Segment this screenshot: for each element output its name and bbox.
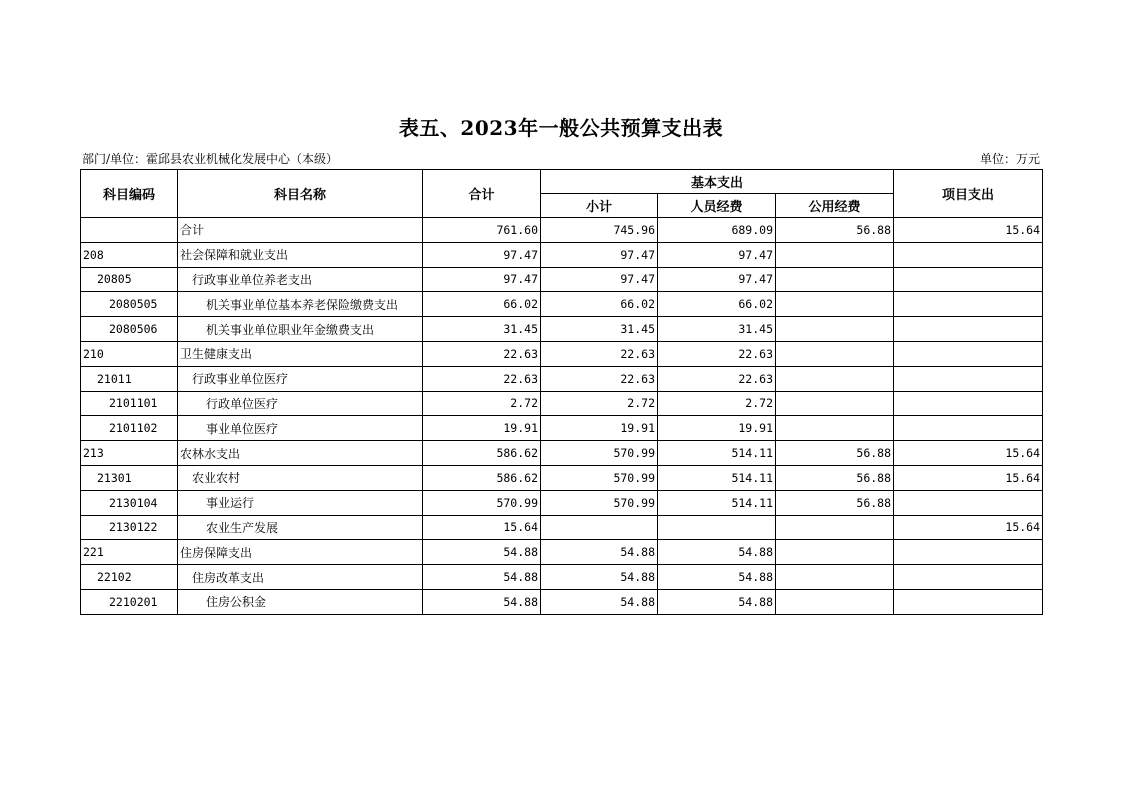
row-subtotal: 22.63 [541, 341, 658, 366]
row-total: 586.62 [423, 441, 541, 466]
unit-label: 单位：万元 [979, 152, 1040, 166]
row-total: 54.88 [423, 540, 541, 565]
row-total: 54.88 [423, 565, 541, 590]
row-name: 住房公积金 [178, 589, 423, 614]
row-project [894, 341, 1043, 366]
row-code: 21011 [81, 366, 178, 391]
row-subtotal: 745.96 [541, 218, 658, 243]
row-personnel: 31.45 [658, 317, 776, 342]
table-row [81, 515, 1043, 540]
header-subtotal: 小计 [541, 194, 658, 218]
table-row [81, 317, 1043, 342]
row-code: 208 [81, 242, 178, 267]
row-total: 15.64 [423, 515, 541, 540]
row-personnel: 22.63 [658, 366, 776, 391]
row-code: 2130122 [81, 515, 178, 540]
row-name: 行政事业单位养老支出 [178, 267, 423, 292]
row-project: 15.64 [894, 465, 1043, 490]
row-project: 15.64 [894, 218, 1043, 243]
row-public [776, 341, 894, 366]
row-subtotal [541, 515, 658, 540]
row-total: 2.72 [423, 391, 541, 416]
row-project [894, 366, 1043, 391]
row-name: 事业单位医疗 [178, 416, 423, 441]
row-subtotal: 19.91 [541, 416, 658, 441]
table-row [81, 341, 1043, 366]
row-personnel: 97.47 [658, 242, 776, 267]
row-code: 221 [81, 540, 178, 565]
row-personnel: 514.11 [658, 441, 776, 466]
row-name: 农林水支出 [178, 441, 423, 466]
row-project [894, 490, 1043, 515]
row-code: 213 [81, 441, 178, 466]
row-code: 20805 [81, 267, 178, 292]
row-public: 56.88 [776, 218, 894, 243]
row-public [776, 589, 894, 614]
table-row [81, 589, 1043, 614]
budget-table [80, 169, 1043, 615]
header-name: 科目名称 [178, 170, 423, 218]
row-name: 合计 [178, 218, 423, 243]
row-personnel: 54.88 [658, 540, 776, 565]
row-subtotal: 31.45 [541, 317, 658, 342]
header-project: 项目支出 [894, 170, 1043, 218]
row-public [776, 366, 894, 391]
row-name: 行政单位医疗 [178, 391, 423, 416]
row-subtotal: 570.99 [541, 490, 658, 515]
row-project [894, 292, 1043, 317]
row-code: 2101101 [81, 391, 178, 416]
row-code: 2130104 [81, 490, 178, 515]
row-project [894, 391, 1043, 416]
row-code: 21301 [81, 465, 178, 490]
row-name: 农业农村 [178, 465, 423, 490]
table-row [81, 490, 1043, 515]
row-code: 2080505 [81, 292, 178, 317]
row-personnel: 97.47 [658, 267, 776, 292]
table-row [81, 391, 1043, 416]
row-subtotal: 54.88 [541, 565, 658, 590]
row-name: 行政事业单位医疗 [178, 366, 423, 391]
row-project: 15.64 [894, 441, 1043, 466]
row-subtotal: 54.88 [541, 540, 658, 565]
page-title: 表五、2023年一般公共预算支出表 [398, 116, 724, 140]
row-subtotal: 22.63 [541, 366, 658, 391]
row-public: 56.88 [776, 490, 894, 515]
table-row [81, 416, 1043, 441]
table-row [81, 565, 1043, 590]
row-project [894, 317, 1043, 342]
department-label: 部门/单位：霍邱县农业机械化发展中心（本级） [82, 152, 339, 166]
row-subtotal: 570.99 [541, 465, 658, 490]
header-total: 合计 [423, 170, 541, 218]
row-personnel [658, 515, 776, 540]
table-row [81, 267, 1043, 292]
row-personnel: 54.88 [658, 565, 776, 590]
row-subtotal: 66.02 [541, 292, 658, 317]
row-personnel: 66.02 [658, 292, 776, 317]
row-code [81, 218, 178, 243]
row-project [894, 416, 1043, 441]
row-total: 19.91 [423, 416, 541, 441]
table-row [81, 218, 1043, 243]
row-name: 社会保障和就业支出 [178, 242, 423, 267]
row-project [894, 565, 1043, 590]
row-public: 56.88 [776, 465, 894, 490]
header-personnel: 人员经费 [658, 194, 776, 218]
table-row [81, 465, 1043, 490]
row-subtotal: 97.47 [541, 267, 658, 292]
row-project [894, 589, 1043, 614]
row-total: 97.47 [423, 242, 541, 267]
row-public [776, 416, 894, 441]
row-name: 住房保障支出 [178, 540, 423, 565]
row-total: 22.63 [423, 341, 541, 366]
row-total: 586.62 [423, 465, 541, 490]
row-name: 农业生产发展 [178, 515, 423, 540]
row-project [894, 540, 1043, 565]
table-body [81, 218, 1043, 615]
row-public [776, 292, 894, 317]
row-project [894, 267, 1043, 292]
header-public: 公用经费 [776, 194, 894, 218]
row-subtotal: 54.88 [541, 589, 658, 614]
row-subtotal: 570.99 [541, 441, 658, 466]
row-public [776, 242, 894, 267]
row-public [776, 267, 894, 292]
header-basic: 基本支出 [541, 170, 894, 194]
row-subtotal: 97.47 [541, 242, 658, 267]
row-public [776, 391, 894, 416]
row-name: 机关事业单位基本养老保险缴费支出 [178, 292, 423, 317]
row-personnel: 2.72 [658, 391, 776, 416]
row-name: 住房改革支出 [178, 565, 423, 590]
row-total: 761.60 [423, 218, 541, 243]
table-row [81, 292, 1043, 317]
row-personnel: 19.91 [658, 416, 776, 441]
row-total: 570.99 [423, 490, 541, 515]
row-code: 2080506 [81, 317, 178, 342]
row-project [894, 242, 1043, 267]
row-total: 97.47 [423, 267, 541, 292]
row-name: 机关事业单位职业年金缴费支出 [178, 317, 423, 342]
row-personnel: 514.11 [658, 465, 776, 490]
row-public [776, 540, 894, 565]
row-total: 66.02 [423, 292, 541, 317]
row-personnel: 514.11 [658, 490, 776, 515]
row-subtotal: 2.72 [541, 391, 658, 416]
row-total: 31.45 [423, 317, 541, 342]
row-code: 2101102 [81, 416, 178, 441]
row-public [776, 565, 894, 590]
row-code: 210 [81, 341, 178, 366]
table-header [81, 170, 1043, 218]
table-row [81, 366, 1043, 391]
row-code: 22102 [81, 565, 178, 590]
table-row [81, 441, 1043, 466]
row-public [776, 515, 894, 540]
row-total: 22.63 [423, 366, 541, 391]
row-total: 54.88 [423, 589, 541, 614]
row-personnel: 689.09 [658, 218, 776, 243]
table-row [81, 540, 1043, 565]
row-project: 15.64 [894, 515, 1043, 540]
row-personnel: 22.63 [658, 341, 776, 366]
table-row [81, 242, 1043, 267]
row-personnel: 54.88 [658, 589, 776, 614]
row-code: 2210201 [81, 589, 178, 614]
header-code: 科目编码 [81, 170, 178, 218]
row-public [776, 317, 894, 342]
row-public: 56.88 [776, 441, 894, 466]
row-name: 事业运行 [178, 490, 423, 515]
row-name: 卫生健康支出 [178, 341, 423, 366]
